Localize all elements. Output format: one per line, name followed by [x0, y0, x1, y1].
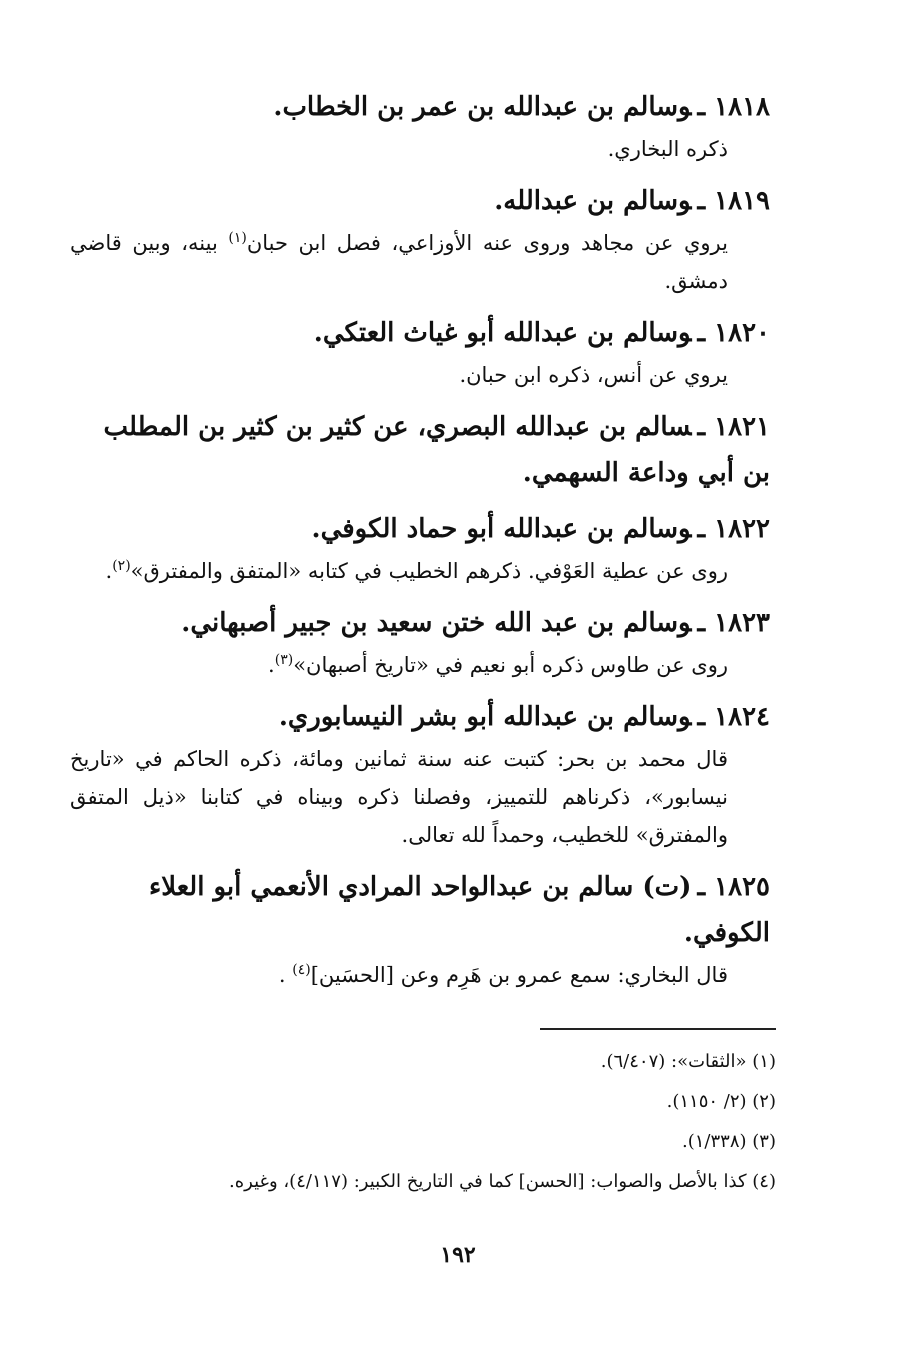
page-number: ١٩٢: [440, 1242, 476, 1268]
footnote-3: (٣) (١/٣٣٨).: [682, 1131, 776, 1152]
entry-title: سالم بن عبدالله البصري، عن كثير بن كثير بن المطلب بن أبي وداعة السهمي.: [103, 412, 770, 488]
entry-number: ١٨٢١ ـ: [697, 412, 770, 442]
entry-title: وسالم بن عبد الله ختن سعيد بن جبير أصبهاني.: [181, 608, 692, 638]
entry-text: [70, 646, 770, 684]
entry-text: قال محمد بن بحر: كتبت عنه سنة ثمانين ومائة، ذكره الحاكم في «تاريخ نيسابور»، ذكرناهم للتمييز، وفصلنا ذكره وبيناه في كتابنا «ذيل المتفق والمفترق» للخطيب، وحمداً لله تعالى.: [70, 747, 728, 847]
entry-title: وسالم بن عبدالله أبو غياث العتكي.: [313, 318, 692, 348]
entry-text: يروي عن أنس، ذكره ابن حبان.: [459, 363, 728, 387]
entry-title: وسالم بن عبدالله أبو حماد الكوفي.: [311, 514, 692, 544]
entry-number: ١٨٢٠ ـ: [697, 318, 770, 348]
footnote-marker: (٤): [292, 962, 311, 978]
entry-heading: [70, 694, 770, 740]
entry-text-part: روى عن عطية العَوْفي. ذكرهم الخطيب في كتابه «المتفق والمفترق»: [130, 559, 728, 583]
entry-title: وسالم بن عبدالله.: [494, 186, 692, 216]
page-body: [70, 84, 770, 1004]
entry-title: وسالم بن عبدالله أبو بشر النيسابوري.: [278, 702, 692, 732]
footnote-1: (١) «الثقات»: (٦/٤٠٧).: [600, 1051, 776, 1072]
entry-heading: [70, 178, 770, 224]
entry-1820: [70, 310, 770, 394]
entry-text-part: قال البخاري: سمع عمرو بن هَرِم وعن [الحسَين]: [310, 963, 728, 987]
entry-1818: [70, 84, 770, 168]
entry-number: ١٨٢٤ ـ: [697, 702, 770, 732]
footnote-marker: (٣): [274, 652, 294, 668]
entry-heading: [70, 310, 770, 356]
entry-heading: [70, 506, 770, 552]
entry-number: ١٨١٨ ـ: [697, 92, 770, 122]
entry-text: [70, 552, 770, 590]
entry-text-tail: .: [105, 559, 113, 583]
entry-1822: [70, 506, 770, 590]
entry-heading: [70, 864, 770, 956]
entry-title: (ت) سالم بن عبدالواحد المرادي الأنعمي أبو العلاء الكوفي.: [149, 872, 770, 948]
footnotes: [136, 1042, 776, 1202]
entry-text-tail: .: [278, 963, 286, 987]
entry-number: ١٨٢٣ ـ: [697, 608, 770, 638]
entry-1824: [70, 694, 770, 854]
entry-text-tail: .: [268, 653, 275, 677]
entry-1819: [70, 178, 770, 300]
footnote-2: (٢) (٢/ ١١٥٠).: [666, 1091, 776, 1112]
entry-1823: [70, 600, 770, 684]
entry-heading: [70, 404, 770, 496]
footnote-divider: [540, 1028, 776, 1030]
entry-number: ١٨٢٥ ـ: [697, 872, 770, 902]
entry-text: [70, 956, 770, 994]
entry-number: ١٨١٩ ـ: [697, 186, 770, 216]
entry-number: ١٨٢٢ ـ: [697, 514, 770, 544]
entry-text-part: روى عن طاوس ذكره أبو نعيم في «تاريخ أصبهان»: [293, 653, 728, 677]
entry-text: [70, 224, 770, 300]
entry-heading: [70, 84, 770, 130]
entry-heading: [70, 600, 770, 646]
entry-1821: [70, 404, 770, 496]
entry-text-part: يروي عن مجاهد وروى عنه الأوزاعي، فصل ابن حبان: [246, 231, 728, 255]
footnote-marker: (١): [228, 230, 247, 246]
entry-1825: [70, 864, 770, 994]
entry-text: ذكره البخاري.: [607, 137, 728, 161]
footnote-marker: (٢): [112, 558, 131, 574]
entry-title: وسالم بن عبدالله بن عمر بن الخطاب.: [273, 92, 692, 122]
entry-text-cont: بينه، وبين قاضي دمشق.: [70, 231, 728, 293]
footnote-4: (٤) كذا بالأصل والصواب: [الحسن] كما في التاريخ الكبير: (٤/١١٧)، وغيره.: [229, 1171, 776, 1192]
